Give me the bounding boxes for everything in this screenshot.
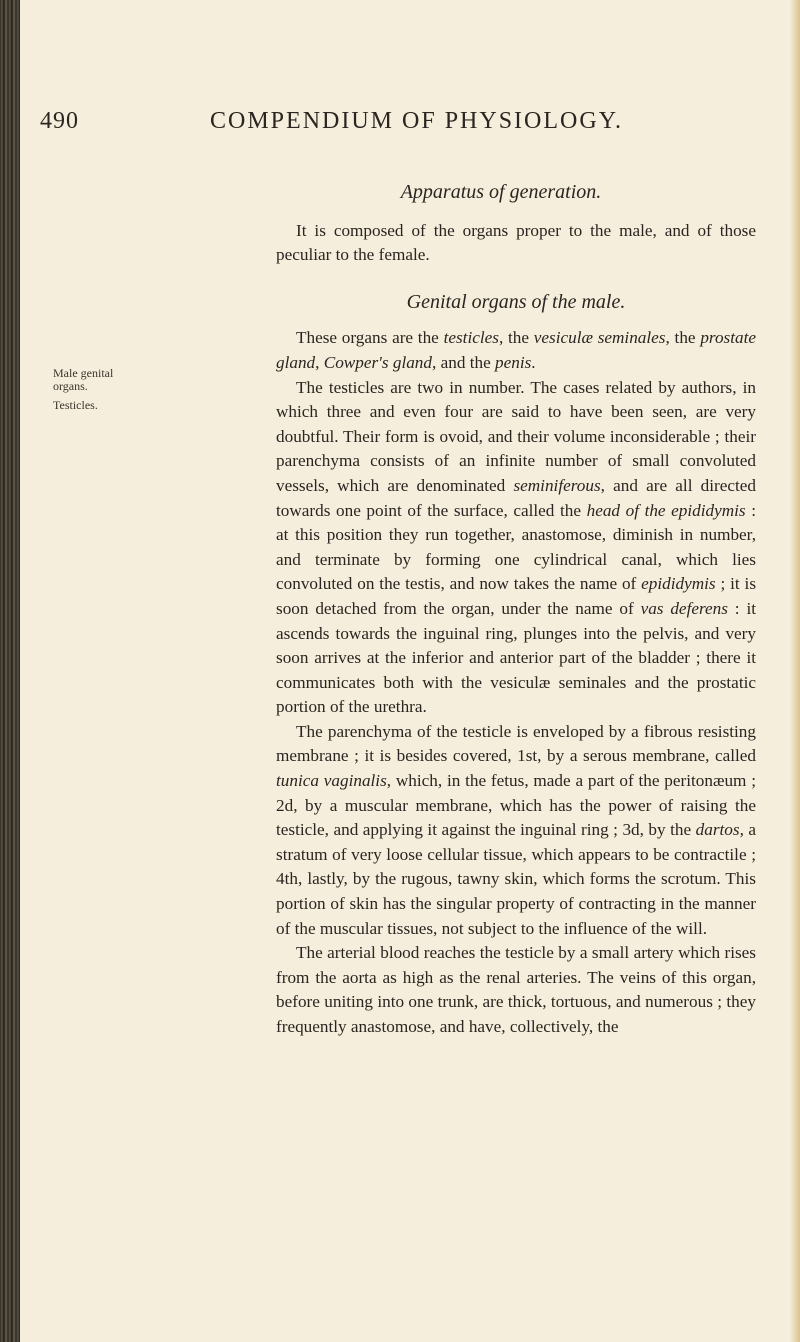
body-text: [276, 180, 756, 1040]
italic-term: penis: [495, 352, 532, 372]
text-run: : it ascends towards the inguinal ring, plunges into the pelvis, and very soon arrives at the inferior and anterior part of the bladder ; there it communicates both with the vesiculæ seminales and the prostatic portion of the urethra.: [276, 598, 757, 717]
italic-term: vesiculæ seminales: [533, 328, 666, 348]
paragraph-arterial-blood: The arterial blood reaches the testicle by a small artery which rises from the aorta as high as the renal arteries. The veins of this organ, before uniting into one trunk, are thick, tortuous, and numerous ; they frequently anastomose, and have, collectively, the: [276, 943, 756, 1036]
book-spine: [0, 0, 20, 1342]
text-run: , the: [665, 328, 701, 348]
italic-term: testicles: [443, 328, 499, 348]
text-run: , which, in the fetus, made a part of the peritonæum ; 2d, by a muscular membrane, which has the power of raising the testicle, and applying it against the inguinal ring ; 3d, by the: [276, 771, 756, 840]
italic-term: dartos: [695, 820, 740, 840]
intro-paragraph: It is composed of the organs proper to the male, and of those peculiar to the female.: [276, 220, 756, 265]
paragraph-organs: [276, 326, 756, 375]
text-run: The testicles are two in number. The cases related by authors, in which three and even four are said to have been seen, are very doubtful. Their form is ovoid, and their volume inconsiderable ; their parenchyma consists of an infinite number of small convoluted vessels, which are denominated: [276, 377, 756, 495]
text-run: ; it is soon detached from the organ, under the name of: [276, 574, 757, 618]
margin-note-male-genital-organs: Male genital organs.: [53, 366, 114, 393]
text-run: The parenchyma of the testicle is enveloped by a fibrous resisting membrane ; it is besides covered, 1st, by a serous membrane, called: [276, 721, 756, 766]
running-title: COMPENDIUM OF PHYSIOLOGY.: [210, 108, 623, 134]
text-run: , the: [498, 328, 534, 348]
text-run: , and the: [432, 352, 496, 372]
text-run: .: [531, 352, 536, 372]
paragraph-testicles: [276, 376, 756, 720]
section-title: Apparatus of generation.: [400, 181, 602, 203]
page-header: [40, 108, 780, 148]
italic-term: prostate gland: [276, 328, 757, 372]
text-run: , a stratum of very loose cellular tissue, which appears to be contractile ; 4th, lastly, by the rugous, tawny skin, which forms the scrotum. This portion of skin has the singular property of contracting in the manner of the muscular tissues, not subject to the influence of the will.: [276, 820, 756, 938]
paragraph-parenchyma: [276, 720, 756, 941]
italic-term: head of the epididymis: [586, 500, 746, 520]
italic-term: vas deferens: [640, 598, 728, 618]
italic-term: Cowper's gland: [323, 352, 432, 372]
subsection-title: Genital organs of the male.: [406, 290, 626, 313]
text-run: These organs are the: [296, 328, 444, 348]
margin-note-testicles: Testicles.: [53, 398, 98, 412]
text-run: ,: [315, 352, 324, 372]
page-edge: [790, 0, 800, 1342]
text-run: : at this position they run together, anastomose, diminish in number, and terminate by forming one cylindrical canal, which lies convoluted on the testis, and now takes the name of: [276, 500, 756, 594]
italic-term: tunica vaginalis: [276, 771, 387, 791]
book-page: [20, 0, 790, 1342]
page-number: 490: [40, 108, 79, 134]
italic-term: seminiferous: [513, 475, 601, 495]
text-run: , and are all directed towards one point of the surface, called the: [276, 475, 756, 520]
italic-term: epididymis: [641, 574, 716, 594]
